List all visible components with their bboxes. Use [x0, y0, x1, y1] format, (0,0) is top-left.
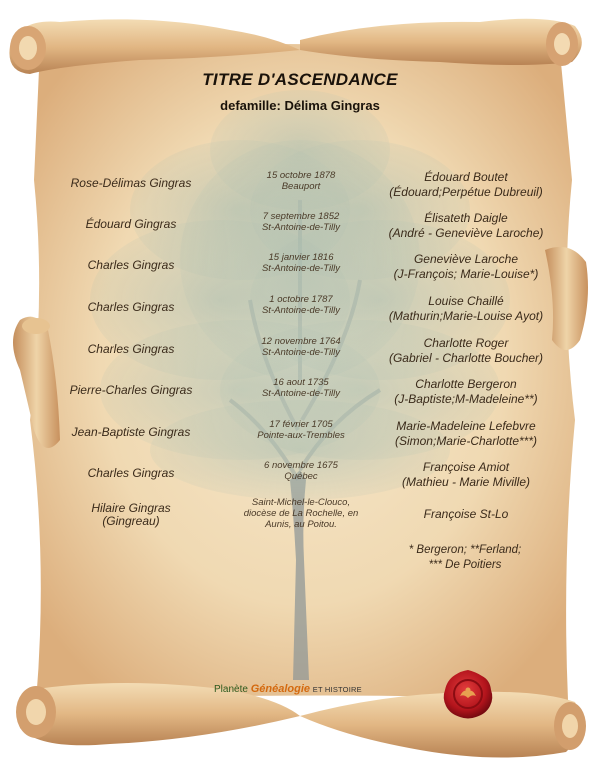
- brand-suffix: ET HISTOIRE: [312, 685, 362, 694]
- marriage-place: Pointe-aux-Trembles: [257, 430, 345, 441]
- ancestry-row: [0, 294, 600, 334]
- origin-place: Aunis, au Poitou.: [265, 519, 337, 530]
- spouse-name: Marie-Madeleine Lefebvre: [396, 419, 536, 433]
- ancestry-row: [0, 497, 600, 547]
- marriage-place: St-Antoine-de-Tilly: [261, 388, 341, 399]
- marriage-date: 12 novembre 1764: [261, 336, 341, 347]
- spouse-name: Charlotte Bergeron: [415, 377, 517, 391]
- ancestry-row: [0, 419, 600, 459]
- spouse-name: Louise Chaillé: [428, 294, 504, 308]
- ancestry-row: [0, 252, 600, 292]
- origin-place: Saint-Michel-le-Clouco,: [251, 497, 351, 508]
- marriage-place: Québec: [284, 471, 318, 482]
- spouse-parents: (Mathieu - Marie Miville): [401, 475, 531, 489]
- origin-place: diocèse de La Rochelle, en: [243, 508, 359, 519]
- ancestor-name: Édouard Gingras: [85, 217, 177, 231]
- ancestor-name: Charles Gingras: [87, 258, 175, 272]
- marriage-date: 16 aout 1735: [273, 377, 329, 388]
- spouse-name: Édouard Boutet: [424, 170, 508, 184]
- ancestor-name: Jean-Baptiste Gingras: [71, 425, 191, 439]
- ancestry-row: [0, 336, 600, 376]
- marriage-date: 17 février 1705: [269, 419, 333, 430]
- ancestor-name: Charles Gingras: [87, 466, 175, 480]
- ancestor-alias: (Gingreau): [102, 514, 160, 528]
- spouse-parents: (J-François; Marie-Louise*): [393, 267, 539, 281]
- ancestor-name: Charles Gingras: [87, 300, 175, 314]
- ancestry-row: [0, 377, 600, 417]
- footnotes: [380, 543, 550, 573]
- ancestor-name: Charles Gingras: [87, 342, 175, 356]
- ancestor-name: Rose-Délimas Gingras: [70, 176, 192, 190]
- marriage-place: St-Antoine-de-Tilly: [261, 222, 341, 233]
- spouse-parents: (André - Geneviève Laroche): [388, 226, 544, 240]
- ancestry-row: [0, 211, 600, 251]
- spouse-name: Françoise Amiot: [422, 460, 510, 474]
- brand-prefix: Planète: [214, 684, 248, 695]
- spouse-name: Charlotte Roger: [423, 336, 509, 350]
- footnote-line: *** De Poitiers: [428, 559, 502, 571]
- document-title: TITRE D'ASCENDANCE: [202, 70, 398, 89]
- spouse-parents: (J-Baptiste;M-Madeleine**): [394, 392, 538, 406]
- ancestor-name: Pierre-Charles Gingras: [69, 383, 193, 397]
- marriage-place: Beauport: [281, 181, 321, 192]
- marriage-date: 15 octobre 1878: [266, 170, 336, 181]
- ancestor-name: Hilaire Gingras: [91, 501, 171, 515]
- marriage-date: 1 octobre 1787: [269, 294, 333, 305]
- wax-seal-icon: [442, 668, 494, 720]
- spouse-name: Geneviève Laroche: [413, 252, 519, 266]
- brand-main: Généalogie: [250, 683, 310, 695]
- spouse-name: Françoise St-Lo: [423, 507, 509, 521]
- footnote-line: * Bergeron; **Ferland;: [408, 544, 522, 556]
- spouse-parents: (Édouard;Perpétue Dubreuil): [389, 185, 543, 199]
- spouse-parents: (Gabriel - Charlotte Boucher): [388, 351, 544, 365]
- ancestry-row: [0, 460, 600, 500]
- marriage-date: 7 septembre 1852: [262, 211, 340, 222]
- ancestry-row: [0, 170, 600, 210]
- marriage-place: St-Antoine-de-Tilly: [261, 305, 341, 316]
- document-subtitle: defamille: Délima Gingras: [220, 98, 380, 113]
- marriage-date: 6 novembre 1675: [264, 460, 338, 471]
- marriage-date: 15 janvier 1816: [268, 252, 334, 263]
- brand-logo: [214, 683, 362, 695]
- spouse-parents: (Mathurin;Marie-Louise Ayot): [388, 309, 544, 323]
- marriage-place: St-Antoine-de-Tilly: [261, 347, 341, 358]
- spouse-parents: (Simon;Marie-Charlotte***): [394, 434, 538, 448]
- marriage-place: St-Antoine-de-Tilly: [261, 263, 341, 274]
- spouse-name: Élisateth Daigle: [424, 211, 508, 225]
